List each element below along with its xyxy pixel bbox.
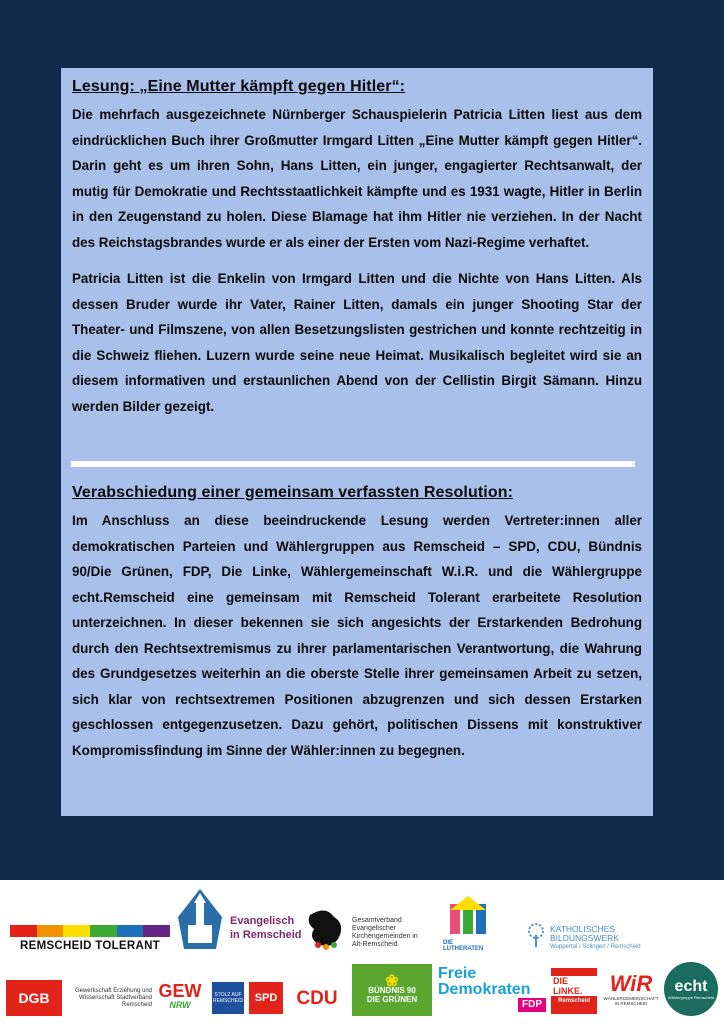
lutheraten-logo [443,894,493,954]
wir-label: WiR [609,971,653,996]
gew-nrw-label: NRW [169,1000,191,1010]
katholisch-line-2: BILDUNGSWERK [550,932,619,943]
wir-text-label: WÄHLERGEMEINSCHAFT IN REMSCHEID [603,996,659,1006]
lutheraten-label: DIE LUTHERATEN [443,940,484,952]
lutheraten-icon [446,896,490,940]
lesung-paragraph-2: Patricia Litten ist die Enkelin von Irmgard Litten und die Nichte von Hans Litten. Als dessen Bruder wurde ihr Vater, Rainer Litten, damals ein junger Shooting Star der Theater- und Filmszene, von allen Besetzungslisten gestrichen und konnte rechtzeitig in die Schweiz fliehen. Luzern wurde seine neue Heimat. Musikalisch begleitet wird sie an diesem informativen und erstaunlichen Abend von der Cellistin Birgit Sämann. Hinzu werden Bilder gezeigt. [72,271,642,414]
fdp-line-3: FDP [518,998,546,1012]
resolution-section [72,484,642,763]
lesung-paragraph-1: Die mehrfach ausgezeichnete Nürnberger Schauspielerin Patricia Litten liest aus dem eindrücklichen Buch ihrer Großmutter Irmgard Litten „Eine Mutter kämpft gegen Hitler“. Darin geht es um ihren Sohn, Hans Litten, ein junger, engagierter Rechtsanwalt, der mutig für Demokratie und Rechtsstaatlichkeit kämpfte und es 1931 wagte, Hitler in Berlin in den Zeugenstand zu holen. Diese Blamage hat ihm Hitler nie verziehen. In der Nacht des Reichstagsbrandes wurde er als einer der Ersten vom Nazi-Regime verhaftet. [72,107,642,250]
gew-text-logo [66,980,152,1016]
gew-text-label: Gewerkschaft Erziehung und Wissenschaft Stadtverband Remscheid [74,987,152,1008]
cdu-logo [290,986,344,1012]
gruene-line-1: BÜNDNIS 90 [368,985,416,995]
gruene-line-2: DIE GRÜNEN [366,994,418,1004]
gesamtverband-label: Gesamtverband Evangelischer Kirchengemeinden in Alt-Remscheid [352,917,418,948]
sunflower-icon: ❀ [385,972,399,990]
linke-line-1: DIE LiNKE. [551,976,597,996]
linke-logo [551,968,597,1014]
resolution-paragraph: Im Anschluss an diese beeindruckende Lesung werden Vertreter:innen aller demokratischen Parteien und Wählergruppen aus Remscheid – SPD, CDU, Bündnis 90/Die Grünen, FDP, Die Linke, Wählergemeinschaft W.i.R. und die Wählergruppe echt.Remscheid eine gemeinsam mit Remscheid Tolerant erarbeitete Resolution unterzeichnen. In dieser bekennen sie sich angesichts der Erstarkenden Bedrohung durch den Rechtsextremismus zu ihrer parlamentarischen Verantwortung, die Wahrung des Grundgesetzes weiterhin an die oberste Stelle ihrer gemeinsamen Arbeit zu setzen, sich klar von rechtsextremen Positionen abzugrenzen und sich dessen Erstarken geschlossen entgegenzusetzen. Dazu gehört, politischen Dissens mit konstruktiver Kompromissfindung im Sinne der Wähler:innen zu begegnen. [72,513,642,758]
evangelisch-logo [230,910,302,946]
bird-icon [303,904,349,954]
dgb-label: DGB [18,990,50,1006]
resolution-heading: Verabschiedung einer gemeinsam verfassten Resolution: [72,484,513,501]
wir-logo [602,966,660,1012]
echt-sub-label: Wählergruppe Remscheid [667,994,715,1000]
spd-logo [249,982,283,1014]
rainbow-stripes-icon [10,925,170,937]
tree-icon [525,922,547,948]
evangelisch-label: Evangelisch in Remscheid [230,915,302,941]
echt-logo [664,962,718,1016]
gew-label: GEW [158,981,202,1001]
katholisches-bildungswerk-logo [550,922,670,954]
lesung-heading: Lesung: „Eine Mutter kämpft gegen Hitler“: [72,78,406,95]
gew-logo [154,976,206,1016]
katholisch-line-3: Wuppertal / Solingen / Remscheid [550,943,641,950]
cdu-label: CDU [296,988,338,1009]
remscheid-tolerant-logo [10,920,170,956]
spd-label: SPD [254,992,278,1004]
church-icon [172,886,228,954]
remscheid-tolerant-label: REMSCHEID TOLERANT [20,939,160,952]
gesamtverband-logo [352,916,428,950]
linke-line-2: Remscheid [557,998,590,1004]
katholisch-line-1: KATHOLISCHES [550,923,616,934]
dgb-logo [6,980,62,1016]
stolz-logo [212,982,244,1014]
fdp-logo [438,962,546,1016]
section-divider [71,461,635,467]
fdp-line-1: Freie [438,965,477,982]
stolz-label: STOLZ AUF REMSCHEID [212,992,243,1004]
gruene-logo [352,964,432,1016]
echt-label: echt [674,977,708,995]
fdp-line-2: Demokraten [438,981,531,998]
content-card [61,68,653,816]
